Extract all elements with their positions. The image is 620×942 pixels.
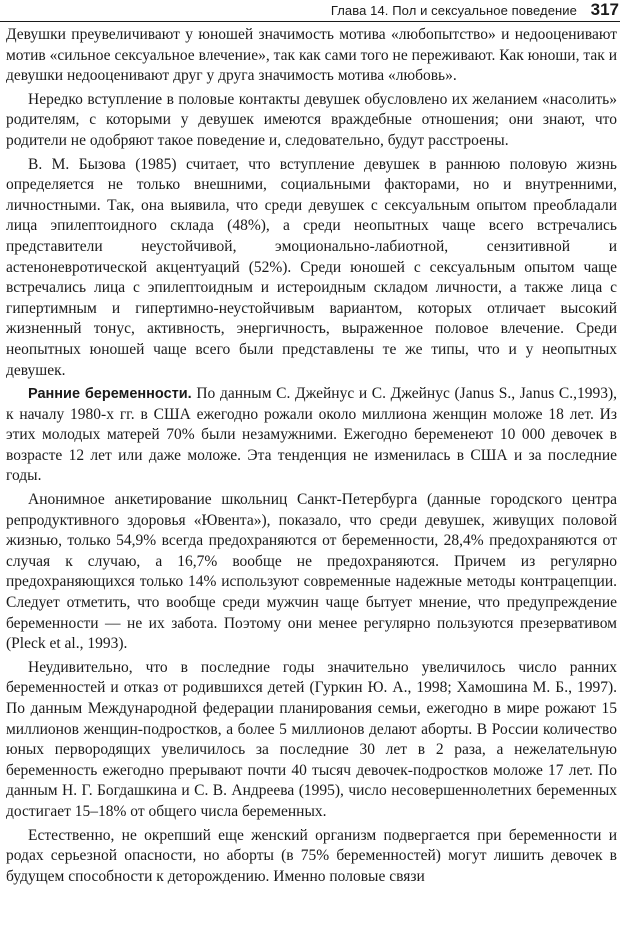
paragraph — [6, 155, 617, 382]
paragraph-text: Анонимное анкетирование школьниц Санкт-Петербурга (данные городского центра репродуктивного здоровья «Ювента»), показало, что среди девушек, живущих половой жизнью, только 54,9% всегда предохраняются от беременности, 28,4% предохраняются от случая к случаю, а 16,7% вообще не предохраняются. Причем из регулярно предохраняющихся только 14% используют современные надежные методы контрацепции. Следует отметить, что вообще среди мужчин чаще бытует мнение, что предупреждение беременности — не их забота. Поэтому они менее регулярно пользуются презервативом (Pleck et al., 1993). — [6, 491, 617, 653]
header-rule — [0, 21, 620, 22]
paragraph — [6, 90, 617, 152]
page-number: 317 — [590, 0, 619, 19]
paragraph — [6, 826, 617, 888]
paragraph — [6, 25, 617, 87]
paragraph-text: По данным С. Джейнус и С. Джейнус (Janus S., Janus C.,1993), к началу 1980-х гг. в США ежегодно рожали около миллиона женщин моложе 18 лет. Из этих молодых матерей 70% были незамужними. Ежегодно беременеют 10 000 девочек в возрасте 12 лет или даже моложе. Эта тенденция не изменилась в США и за последние годы. — [6, 385, 617, 485]
running-header — [0, 0, 620, 22]
paragraph-text: Девушки преувеличивают у юношей значимость мотива «любопытство» и недооценивают мотив «сильное сексуальное влечение», так как сами того не переживают. Как юноши, так и девушки недооценивают друг у друга значимость мотива «любовь». — [6, 26, 617, 85]
paragraph — [6, 658, 617, 823]
paragraph — [6, 384, 617, 487]
chapter-title: Глава 14. Пол и сексуальное поведение — [330, 3, 577, 18]
paragraph-text: Нередко вступление в половые контакты девушек обусловлено их желанием «насолить» родителям, с которыми у девушек имеются враждебные отношения; они знают, что родители не одобряют такое поведение и, следовательно, будут расстроены. — [6, 90, 617, 149]
section-run-in-heading: Ранние беременности. — [28, 386, 192, 403]
paragraph — [6, 490, 617, 655]
paragraph-text: В. М. Бызова (1985) считает, что вступление девушек в раннюю половую жизнь определяется не только внешними, социальными факторами, но и внутренними, личностными. Так, она выявила, что среди девушек с сексуальным опытом преобладали лица эпилептоидного склада (48%), а среди неопытных чаще всего встречались представители неустойчивой, эмоционально-лабиотной, сензитивной и астеноневротической акцентуаций (52%). Среди юношей с сексуальным опытом чаще встречались лица с эпилептоидным и истероидным складом личности, а также лица с гипертимным и гипертимно-неустойчивым вариантом, которых отличает высокий жизненный тонус, активность, энергичность, выраженное половое влечение. Среди неопытных юношей чаще всего были представлены те же типы, что и у неопытных девушек. — [6, 155, 617, 379]
body-text — [6, 25, 617, 890]
paragraph-text: Естественно, не окрепший еще женский организм подвергается при беременности и родах серьезной опасности, но аборты (в 75% беременностей) могут лишить девочек в будущем способности к деторождению. Именно половые связи — [6, 826, 617, 885]
paragraph-text: Неудивительно, что в последние годы значительно увеличилось число ранних беременностей и отказ от родившихся детей (Гуркин Ю. А., 1998; Хамошина М. Б., 1997). По данным Международной федерации планирования семьи, ежегодно в мире рожают 15 миллионов женщин-подростков, а более 5 миллионов делают аборты. В России количество юных первородящих увеличилось за последние 30 лет в 2 раза, а нежелательную беременность ежегодно прерывают почти 40 тысяч девочек-подростков моложе 17 лет. По данным Н. Г. Богдашкина и С. В. Андреева (1995), число несовершеннолетних беременных достигает 15–18% от общего числа беременных. — [6, 658, 617, 820]
